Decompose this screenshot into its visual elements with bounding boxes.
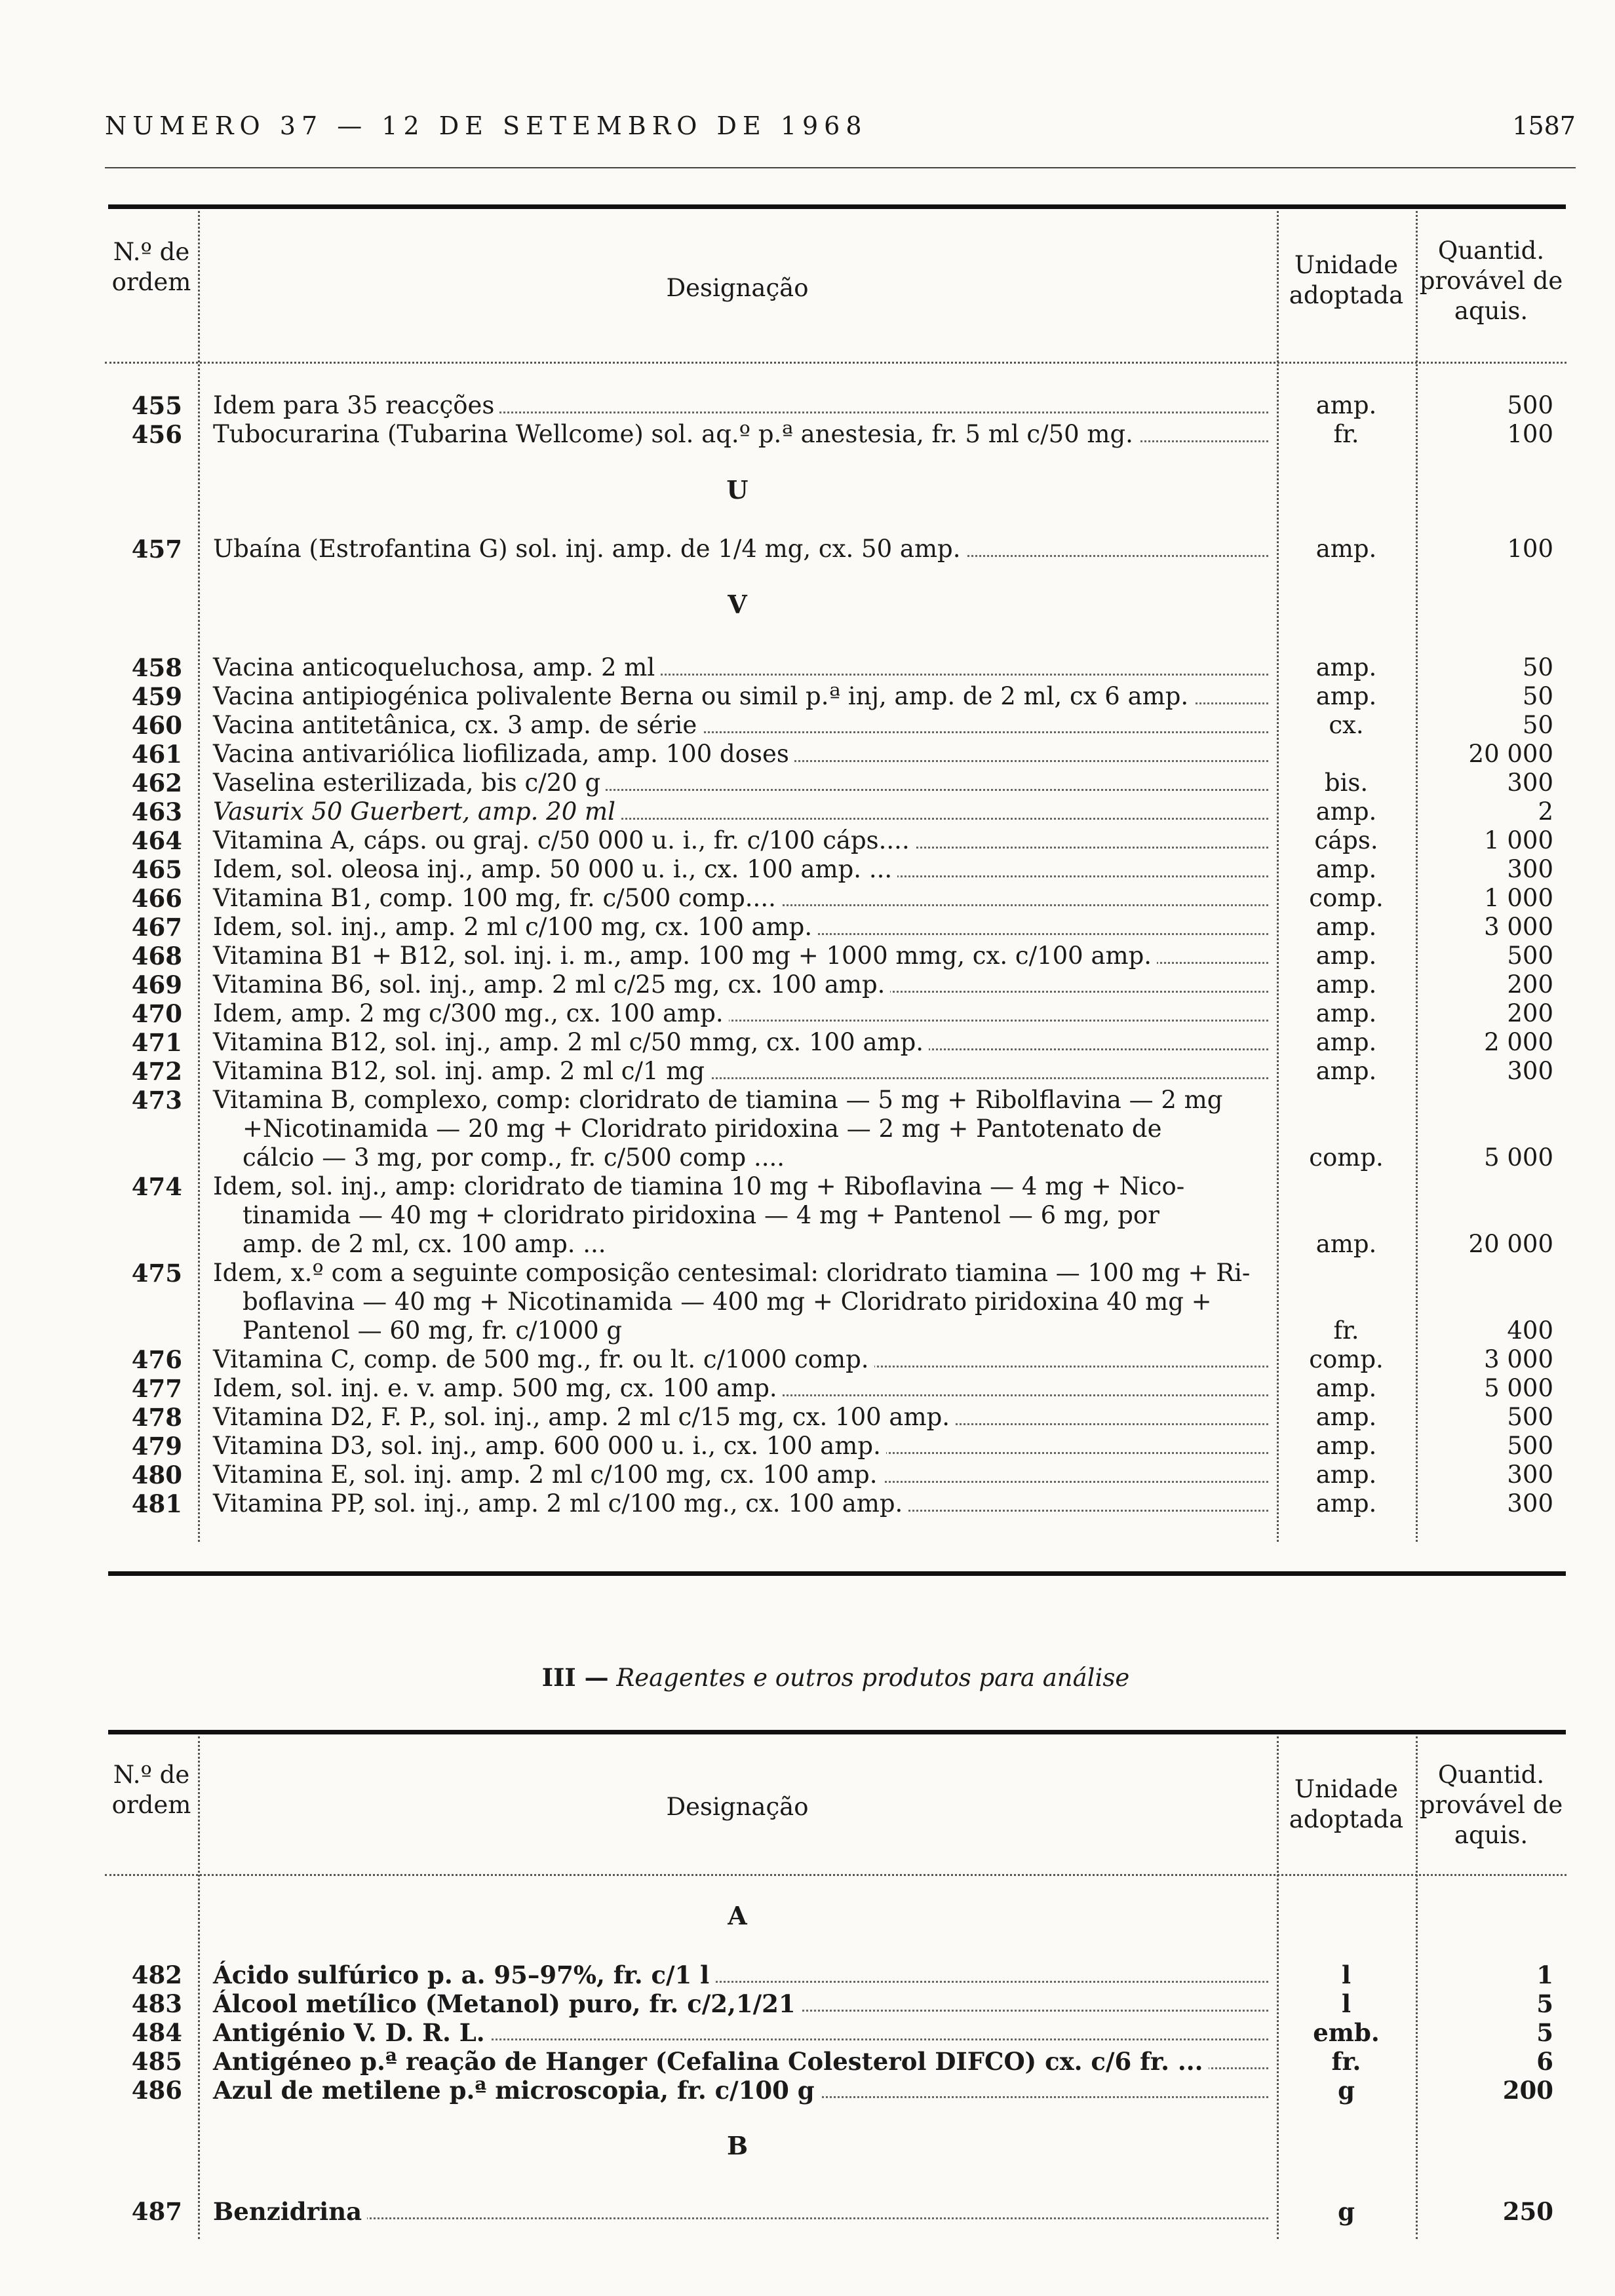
row-no: 487: [131, 2197, 182, 2226]
row-qty: 300: [1507, 769, 1553, 797]
row-unit: fr.: [1333, 1316, 1359, 1345]
row-designation: Vacina antivariólica liofilizada, amp. 100 doses: [213, 740, 794, 768]
row-designation: Benzidrina: [213, 2197, 367, 2226]
table-medicines: [105, 211, 1566, 1542]
row-designation: Idem, sol. inj. e. v. amp. 500 mg, cx. 100 amp.: [213, 1374, 783, 1402]
section-title: [105, 1663, 1566, 1692]
row-designation: Vasurix 50 Guerbert, amp. 20 ml: [213, 797, 621, 826]
row-no: 478: [131, 1403, 182, 1432]
table-row: [105, 1432, 1566, 1461]
row-qty: 300: [1507, 855, 1553, 883]
table1-bottom-rule: [108, 1571, 1566, 1576]
section-letter-u: U: [726, 475, 749, 505]
row-qty: 300: [1507, 1461, 1553, 1489]
page-header: [105, 111, 1576, 151]
row-no: 474: [131, 1172, 182, 1201]
row-designation-line: Idem, sol. inj., amp: cloridrato de tiamina 10 mg + Riboflavina — 4 mg + Nico-: [213, 1172, 1190, 1200]
table-row: [105, 2047, 1566, 2076]
row-no: 460: [131, 711, 182, 740]
row-no: 456: [131, 420, 182, 449]
col-header-quantity: Quantid. provável de aquis.: [1419, 237, 1563, 325]
row-no: 458: [131, 653, 182, 682]
row-qty: 6: [1536, 2047, 1553, 2076]
row-designation: Vitamina B1 + B12, sol. inj. i. m., amp. 100 mg + 1000 mmg, cx. c/100 amp.: [213, 942, 1157, 970]
table-row: [105, 1403, 1566, 1432]
table-row: [105, 826, 1566, 855]
row-no: 477: [131, 1374, 182, 1403]
row-designation-line: boflavina — 40 mg + Nicotinamida — 400 mg + Cloridrato piridoxina 40 mg +: [213, 1288, 1268, 1316]
table1-body: [105, 211, 1566, 1542]
row-qty: 500: [1507, 942, 1553, 970]
row-unit: amp.: [1315, 653, 1377, 681]
row-qty: 1 000: [1484, 884, 1553, 912]
row-no: 468: [131, 942, 182, 970]
row-qty: 3 000: [1484, 1345, 1553, 1373]
row-no: 462: [131, 769, 182, 797]
col-header-designation: Designação: [666, 274, 809, 302]
row-qty: 300: [1507, 1489, 1553, 1518]
row-no: 457: [131, 535, 182, 564]
row-unit: emb.: [1313, 2018, 1380, 2047]
row-qty: 50: [1522, 682, 1553, 710]
row-designation: Vacina anticoqueluchosa, amp. 2 ml: [213, 653, 660, 681]
row-designation: Vitamina D3, sol. inj., amp. 600 000 u. i., cx. 100 amp.: [213, 1432, 886, 1460]
table-row: [105, 999, 1566, 1028]
row-qty: 3 000: [1484, 913, 1553, 941]
row-designation-line: Pantenol — 60 mg, fr. c/1000 g: [213, 1316, 1268, 1345]
row-qty: 1 000: [1484, 826, 1553, 854]
row-unit: l: [1341, 1989, 1352, 2018]
page-number: 1587: [1512, 111, 1576, 140]
row-designation: Idem para 35 reacções: [213, 391, 499, 419]
table-row: [105, 2197, 1566, 2226]
table-row: [105, 1086, 1566, 1172]
row-qty: 250: [1502, 2197, 1553, 2226]
row-qty: 50: [1522, 653, 1553, 681]
table-row: [105, 391, 1566, 420]
row-unit: comp.: [1309, 1143, 1384, 1172]
row-designation: Vitamina PP, sol. inj., amp. 2 ml c/100 mg., cx. 100 amp.: [213, 1489, 908, 1518]
row-designation: Vitamina A, cáps. ou graj. c/50 000 u. i., fr. c/100 cáps....: [213, 826, 915, 854]
issue-line: NUMERO 37 — 12 DE SETEMBRO DE 1968: [105, 111, 868, 140]
row-no: 473: [131, 1086, 182, 1115]
table-row: [105, 535, 1566, 564]
col-header-no: N.º de ordem: [111, 238, 191, 296]
section-roman: III —: [541, 1663, 609, 1692]
table-row: [105, 942, 1566, 970]
row-designation: Antigéneo p.ª reação de Hanger (Cefalina Colesterol DIFCO) cx. c/6 fr. ...: [213, 2047, 1209, 2076]
table1-header: [105, 211, 1566, 364]
row-unit: amp.: [1315, 1057, 1377, 1085]
row-qty: 500: [1507, 1432, 1553, 1460]
col-header-unit: Unidade adoptada: [1289, 1775, 1404, 1833]
table-row: [105, 769, 1566, 797]
col-header-unit: Unidade adoptada: [1289, 251, 1404, 309]
row-qty: 200: [1502, 2076, 1553, 2105]
table-row: [105, 970, 1566, 999]
row-qty: 200: [1507, 970, 1553, 999]
row-unit: amp.: [1315, 1461, 1377, 1489]
table-row: [105, 1057, 1566, 1086]
row-no: 479: [131, 1432, 182, 1461]
row-no: 486: [131, 2076, 182, 2105]
section-letter-b: B: [726, 2131, 749, 2160]
table-row: [105, 1028, 1566, 1057]
row-designation-line: +Nicotinamida — 20 mg + Cloridrato piridoxina — 2 mg + Pantotenato de: [213, 1115, 1268, 1143]
section-letter-a: A: [728, 1901, 747, 1930]
row-unit: amp.: [1315, 942, 1377, 970]
row-unit: amp.: [1315, 1489, 1377, 1518]
row-unit: fr.: [1331, 2047, 1361, 2076]
table-row: [105, 2018, 1566, 2047]
col-header-designation: Designação: [666, 1793, 809, 1821]
row-designation: Vaselina esterilizada, bis c/20 g: [213, 769, 606, 797]
row-designation: Vitamina D2, F. P., sol. inj., amp. 2 ml c/15 mg, cx. 100 amp.: [213, 1403, 955, 1431]
row-qty: 1: [1536, 1961, 1553, 1989]
row-no: 475: [131, 1259, 182, 1288]
table-row: [105, 884, 1566, 913]
row-no: 484: [131, 2018, 182, 2047]
row-qty: 50: [1522, 711, 1553, 739]
table-row: [105, 1961, 1566, 1989]
row-unit: amp.: [1315, 391, 1377, 419]
row-unit: amp.: [1315, 970, 1377, 999]
table-row: [105, 653, 1566, 682]
table-row: [105, 1172, 1566, 1259]
row-no: 482: [131, 1961, 182, 1989]
row-no: 466: [131, 884, 182, 913]
table-row: [105, 797, 1566, 826]
table1-top-rule: [108, 204, 1566, 209]
row-unit: amp.: [1315, 1403, 1377, 1431]
row-unit: amp.: [1315, 999, 1377, 1027]
row-designation: Vitamina B12, sol. inj. amp. 2 ml c/1 mg: [213, 1057, 710, 1085]
row-designation-line: cálcio — 3 mg, por comp., fr. c/500 comp ....: [213, 1143, 1268, 1172]
row-qty: 500: [1507, 391, 1553, 419]
row-qty: 2 000: [1484, 1028, 1553, 1056]
row-designation: Álcool metílico (Metanol) puro, fr. c/2,1/21: [213, 1989, 801, 2018]
table2-header: [105, 1736, 1566, 1876]
row-unit: cáps.: [1314, 826, 1378, 854]
row-no: 472: [131, 1057, 182, 1086]
row-unit: amp.: [1315, 797, 1377, 826]
row-no: 485: [131, 2047, 182, 2076]
row-designation: Vitamina E, sol. inj. amp. 2 ml c/100 mg, cx. 100 amp.: [213, 1461, 883, 1489]
row-no: 480: [131, 1461, 182, 1489]
row-unit: comp.: [1309, 1345, 1384, 1373]
table-row: [105, 740, 1566, 769]
table-row: [105, 855, 1566, 884]
row-unit: amp.: [1315, 682, 1377, 710]
table-row: [105, 1989, 1566, 2018]
row-designation: Idem, amp. 2 mg c/300 mg., cx. 100 amp.: [213, 999, 729, 1027]
row-no: 465: [131, 855, 182, 884]
row-designation-line: amp. de 2 ml, cx. 100 amp. ...: [213, 1230, 1268, 1259]
row-no: 469: [131, 970, 182, 999]
row-unit: bis.: [1324, 769, 1369, 797]
row-designation: Vacina antitetânica, cx. 3 amp. de série: [213, 711, 702, 739]
row-no: 476: [131, 1345, 182, 1374]
row-unit: amp.: [1315, 1374, 1377, 1402]
row-unit: amp.: [1315, 1230, 1377, 1258]
table-row: [105, 1489, 1566, 1518]
row-no: 461: [131, 740, 182, 769]
table-row: [105, 2076, 1566, 2105]
table2-body: [105, 1736, 1566, 2239]
row-unit: amp.: [1315, 1028, 1377, 1056]
row-designation-line: Idem, x.º com a seguinte composição centesimal: cloridrato tiamina — 100 mg + Ri-: [213, 1259, 1255, 1287]
col-header-quantity: Quantid. provável de aquis.: [1419, 1761, 1563, 1849]
row-unit: comp.: [1309, 884, 1384, 912]
section-title-text: Reagentes e outros produtos para análise: [616, 1664, 1130, 1692]
row-unit: amp.: [1315, 1432, 1377, 1460]
row-unit: amp.: [1315, 535, 1377, 563]
row-no: 455: [131, 391, 182, 420]
row-designation: Ubaína (Estrofantina G) sol. inj. amp. de 1/4 mg, cx. 50 amp.: [213, 535, 965, 563]
row-unit: amp.: [1315, 913, 1377, 941]
header-rule: [105, 167, 1576, 168]
row-designation: Antigénio V. D. R. L.: [213, 2018, 490, 2047]
row-qty: 2: [1538, 797, 1553, 826]
row-qty: 300: [1507, 1057, 1553, 1085]
row-unit: amp.: [1315, 855, 1377, 883]
row-designation-line: tinamida — 40 mg + cloridrato piridoxina — 4 mg + Pantenol — 6 mg, por: [213, 1201, 1268, 1230]
row-no: 464: [131, 826, 182, 855]
section-letter-v: V: [728, 590, 747, 619]
row-no: 481: [131, 1489, 182, 1518]
row-unit: fr.: [1333, 420, 1359, 448]
table-row: [105, 1374, 1566, 1403]
row-no: 483: [131, 1989, 182, 2018]
row-no: 459: [131, 682, 182, 711]
row-qty: 100: [1507, 535, 1553, 563]
row-no: 463: [131, 797, 182, 826]
row-designation-line: Vitamina B, complexo, comp: cloridrato de tiamina — 5 mg + Ribolflavina — 2 mg: [213, 1086, 1228, 1114]
row-qty: 100: [1507, 420, 1553, 448]
row-unit: g: [1338, 2076, 1355, 2105]
row-designation: Azul de metilene p.ª microscopia, fr. c/100 g: [213, 2076, 820, 2105]
row-qty: 200: [1507, 999, 1553, 1027]
row-no: 471: [131, 1028, 182, 1057]
row-designation: Vitamina B1, comp. 100 mg, fr. c/500 comp....: [213, 884, 781, 912]
row-qty: 500: [1507, 1403, 1553, 1431]
row-qty: 400: [1507, 1316, 1553, 1345]
row-designation: Ácido sulfúrico p. a. 95–97%, fr. c/1 l: [213, 1961, 714, 1989]
row-qty: 5 000: [1484, 1374, 1553, 1402]
row-unit: cx.: [1329, 711, 1364, 739]
table-row: [105, 682, 1566, 711]
col-header-no: N.º de ordem: [111, 1761, 191, 1819]
row-unit: l: [1341, 1961, 1352, 1989]
row-qty: 5 000: [1484, 1143, 1553, 1172]
row-no: 467: [131, 913, 182, 942]
table2-top-rule: [108, 1730, 1566, 1734]
row-qty: 20 000: [1468, 740, 1553, 768]
row-qty: 20 000: [1468, 1230, 1553, 1258]
row-designation: Vitamina C, comp. de 500 mg., fr. ou lt. c/1000 comp.: [213, 1345, 874, 1373]
row-qty: 5: [1536, 2018, 1553, 2047]
row-designation: Vitamina B12, sol. inj., amp. 2 ml c/50 mmg, cx. 100 amp.: [213, 1028, 929, 1056]
row-designation: Vitamina B6, sol. inj., amp. 2 ml c/25 mg, cx. 100 amp.: [213, 970, 890, 999]
row-designation: Idem, sol. oleosa inj., amp. 50 000 u. i., cx. 100 amp. ...: [213, 855, 897, 883]
row-unit: g: [1338, 2197, 1355, 2226]
table-row: [105, 1461, 1566, 1489]
row-no: 470: [131, 999, 182, 1028]
table-row: [105, 420, 1566, 449]
table-reagents: [105, 1736, 1566, 2239]
table-row: [105, 711, 1566, 740]
row-designation: Tubocurarina (Tubarina Wellcome) sol. aq.º p.ª anestesia, fr. 5 ml c/50 mg.: [213, 420, 1138, 448]
table-row: [105, 913, 1566, 942]
row-designation: Idem, sol. inj., amp. 2 ml c/100 mg, cx. 100 amp.: [213, 913, 817, 941]
row-qty: 5: [1536, 1989, 1553, 2018]
row-designation: Vacina antipiogénica polivalente Berna ou simil p.ª inj, amp. de 2 ml, cx 6 amp.: [213, 682, 1194, 710]
table-row: [105, 1345, 1566, 1374]
table-row: [105, 1259, 1566, 1345]
